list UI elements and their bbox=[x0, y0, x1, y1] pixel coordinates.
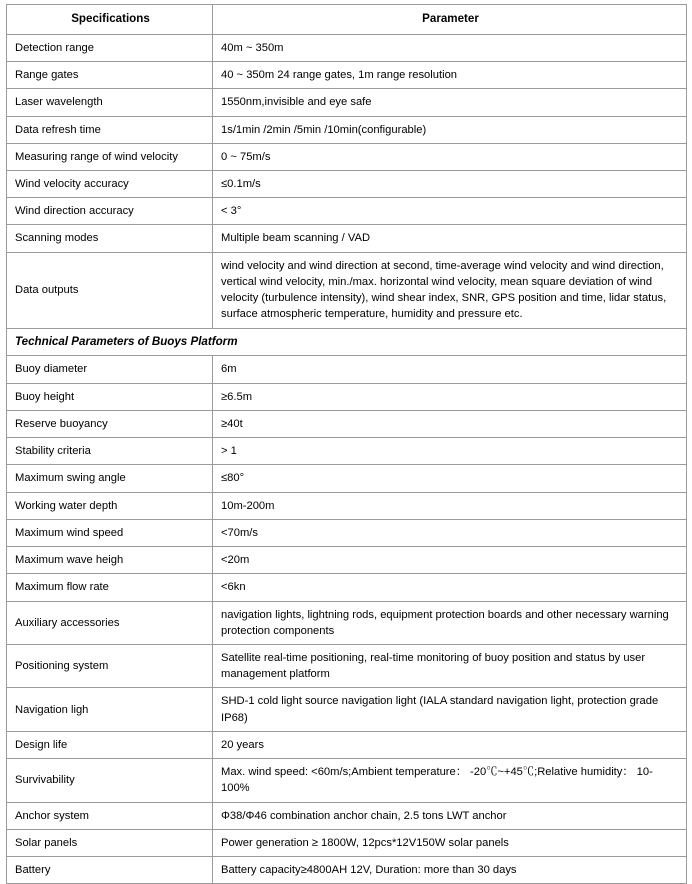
spec-value: ≥40t bbox=[213, 410, 687, 437]
specifications-table bbox=[6, 4, 687, 884]
table-row bbox=[7, 519, 687, 546]
spec-value: Max. wind speed: <60m/s;Ambient temperature： -20℃~+45℃;Relative humidity： 10-100% bbox=[213, 759, 687, 802]
table-row bbox=[7, 857, 687, 884]
spec-value: Multiple beam scanning / VAD bbox=[213, 225, 687, 252]
spec-label: Auxiliary accessories bbox=[7, 601, 213, 644]
spec-value: 40 ~ 350m 24 range gates, 1m range resolution bbox=[213, 62, 687, 89]
table-row bbox=[7, 252, 687, 328]
spec-label: Maximum flow rate bbox=[7, 574, 213, 601]
spec-value: Φ38/Φ46 combination anchor chain, 2.5 tons LWT anchor bbox=[213, 802, 687, 829]
spec-value: < 3° bbox=[213, 198, 687, 225]
spec-label: Maximum swing angle bbox=[7, 465, 213, 492]
table-row bbox=[7, 62, 687, 89]
spec-value: 1s/1min /2min /5min /10min(configurable) bbox=[213, 116, 687, 143]
table-row bbox=[7, 731, 687, 758]
spec-value: SHD-1 cold light source navigation light (IALA standard navigation light, protection grade IP68) bbox=[213, 688, 687, 731]
spec-value: > 1 bbox=[213, 438, 687, 465]
table-row bbox=[7, 829, 687, 856]
spec-value: ≥6.5m bbox=[213, 383, 687, 410]
table-row bbox=[7, 410, 687, 437]
table-row bbox=[7, 492, 687, 519]
spec-value: Satellite real-time positioning, real-time monitoring of buoy position and status by user management platform bbox=[213, 644, 687, 687]
table-row bbox=[7, 116, 687, 143]
spec-value: Power generation ≥ 1800W, 12pcs*12V150W solar panels bbox=[213, 829, 687, 856]
spec-label: Detection range bbox=[7, 34, 213, 61]
spec-label: Navigation ligh bbox=[7, 688, 213, 731]
spec-value: 6m bbox=[213, 356, 687, 383]
spec-value: Battery capacity≥4800AH 12V, Duration: more than 30 days bbox=[213, 857, 687, 884]
spec-value: 40m ~ 350m bbox=[213, 34, 687, 61]
table-body bbox=[7, 34, 687, 884]
spec-value: ≤0.1m/s bbox=[213, 170, 687, 197]
spec-label: Range gates bbox=[7, 62, 213, 89]
table-row bbox=[7, 383, 687, 410]
spec-value: ≤80° bbox=[213, 465, 687, 492]
table-row bbox=[7, 759, 687, 802]
spec-value: 0 ~ 75m/s bbox=[213, 143, 687, 170]
spec-label: Scanning modes bbox=[7, 225, 213, 252]
spec-label: Data outputs bbox=[7, 252, 213, 328]
table-row bbox=[7, 802, 687, 829]
spec-label: Laser wavelength bbox=[7, 89, 213, 116]
table-row bbox=[7, 34, 687, 61]
spec-label: Measuring range of wind velocity bbox=[7, 143, 213, 170]
section-title: Technical Parameters of Buoys Platform bbox=[7, 328, 687, 356]
table-row bbox=[7, 170, 687, 197]
table-row bbox=[7, 465, 687, 492]
spec-label: Wind velocity accuracy bbox=[7, 170, 213, 197]
table-row bbox=[7, 688, 687, 731]
spec-label: Reserve buoyancy bbox=[7, 410, 213, 437]
table-row bbox=[7, 601, 687, 644]
spec-value: navigation lights, lightning rods, equipment protection boards and other necessary warning protection components bbox=[213, 601, 687, 644]
table-header-row bbox=[7, 5, 687, 35]
spec-label: Buoy diameter bbox=[7, 356, 213, 383]
table-row bbox=[7, 574, 687, 601]
spec-label: Working water depth bbox=[7, 492, 213, 519]
column-header-specifications: Specifications bbox=[7, 5, 213, 35]
spec-label: Data refresh time bbox=[7, 116, 213, 143]
table-row bbox=[7, 143, 687, 170]
spec-label: Buoy height bbox=[7, 383, 213, 410]
table-row bbox=[7, 198, 687, 225]
spec-label: Design life bbox=[7, 731, 213, 758]
spec-label: Stability criteria bbox=[7, 438, 213, 465]
spec-label: Survivability bbox=[7, 759, 213, 802]
spec-label: Battery bbox=[7, 857, 213, 884]
spec-value: <6kn bbox=[213, 574, 687, 601]
spec-value: <70m/s bbox=[213, 519, 687, 546]
spec-label: Anchor system bbox=[7, 802, 213, 829]
spec-label: Positioning system bbox=[7, 644, 213, 687]
spec-value: <20m bbox=[213, 547, 687, 574]
table-row bbox=[7, 356, 687, 383]
spec-value: 20 years bbox=[213, 731, 687, 758]
spec-label: Solar panels bbox=[7, 829, 213, 856]
table-section-row bbox=[7, 328, 687, 356]
spec-label: Maximum wave heigh bbox=[7, 547, 213, 574]
spec-value: 10m-200m bbox=[213, 492, 687, 519]
spec-label: Wind direction accuracy bbox=[7, 198, 213, 225]
table-row bbox=[7, 89, 687, 116]
table-row bbox=[7, 438, 687, 465]
spec-value: wind velocity and wind direction at second, time-average wind velocity and wind direction, vertical wind velocity, min./max. horizontal wind velocity, mean square deviation of wind velocity (turbulence intensity), wind shear index, SNR, GPS position and time, lidar status, surface atmospheric temperature, humidity and pressure etc. bbox=[213, 252, 687, 328]
spec-value: 1550nm,invisible and eye safe bbox=[213, 89, 687, 116]
table-row bbox=[7, 644, 687, 687]
column-header-parameter: Parameter bbox=[213, 5, 687, 35]
table-head bbox=[7, 5, 687, 35]
spec-label: Maximum wind speed bbox=[7, 519, 213, 546]
table-row bbox=[7, 225, 687, 252]
table-row bbox=[7, 547, 687, 574]
